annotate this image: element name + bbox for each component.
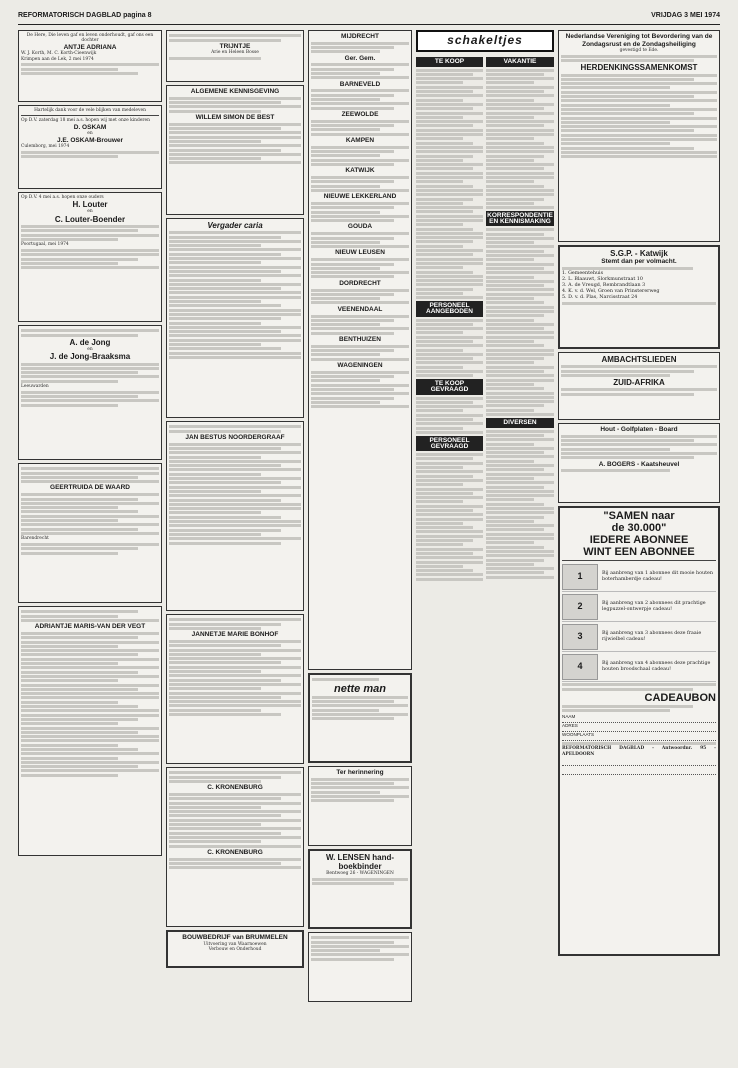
trijntje-name: TRIJNTJE [219, 42, 251, 50]
meeting-schedule [166, 218, 304, 418]
section-te-koop-gevraagd: TE KOOP GEVRAAGD [416, 379, 483, 394]
masthead-left: REFORMATORISCH DAGBLAD pagina 8 [18, 12, 152, 19]
bouwbedrijf-line2: Verbouw en Onderhoud [208, 946, 262, 952]
prize-row-3 [562, 623, 716, 652]
schakeltjes-logo: schakeltjes [416, 30, 554, 52]
column-church-services [308, 30, 412, 1060]
dewaard-place: Barendrecht [21, 536, 49, 542]
cadeaubon-title: CADEAUBON [644, 691, 716, 704]
samen-title-4: WINT EEN ABONNEE [583, 546, 695, 558]
trijntje-parents: Arie en Heleen Bosse [211, 50, 259, 56]
oskam-dank: Hartelijk dank voor de vele blijken van medeleven [34, 108, 146, 113]
church-10: VEENENDAAL [337, 305, 383, 313]
louter-name1: H. Louter [72, 200, 108, 210]
birth-place: Krimpen aan de Lek, 2 mei 1974 [21, 56, 94, 62]
ad-nette-man [308, 673, 412, 763]
louter-place: Poortugaal, mei 1974 [21, 242, 69, 248]
church-4: KAMPEN [345, 136, 375, 144]
ad-ambachtslieden [558, 352, 720, 420]
ambachtslieden-title: AMBACHTSLIEDEN [601, 355, 677, 364]
section-vakantie: VAKANTIE [486, 57, 554, 67]
church-1: Ger. Gem. [344, 54, 376, 62]
zondagsrust-headline: HERDENKINGSSAMENKOMST [580, 63, 698, 73]
boekbinder-address: Bentwoeg 26 - WAGENINGEN [326, 871, 394, 876]
oskam-intro: Op D.V. zaterdag 18 mei a.s. hopen wij met onze kinderen [21, 118, 150, 124]
ad-bouwbedrijf [166, 930, 304, 968]
hout-title: Hout - Golfplaten - Board [600, 426, 678, 433]
birth-name: ANTJE ADRIANA [63, 43, 117, 51]
noordergraaf-name: JAN BESTUS NOORDERGRAAF [185, 433, 285, 441]
church-listings [308, 30, 412, 670]
ad-herinnering [308, 766, 412, 846]
prize-image-3: 3 [562, 624, 598, 650]
masthead-date: VRIJDAG 3 MEI 1974 [651, 12, 720, 19]
church-11: BENTHUIZEN [339, 336, 381, 344]
birth-intro: De Here, Die leven gaf en leven onderhoudt, gaf ons een dochter [26, 33, 154, 44]
sgp-item-5: 5. D. v. d. Plas, Narcisstraat 24 [562, 295, 638, 301]
dejong-place: Leeuwarden [21, 384, 49, 390]
prize-image-1: 1 [562, 564, 598, 590]
samen-title-3: IEDERE ABONNEE [589, 534, 689, 546]
sgp-sub: Stemt dan per volmacht. [601, 258, 677, 265]
zondagsrust-title: Nederlandse Vereniging tot Bevordering van de Zondagsrust en de Zondagsheiliging [565, 33, 713, 48]
church-6: NIEUWE LEKKERLAND [323, 193, 397, 201]
prize-text-3: Bij aanbreng van 3 abonnees deze fraaie rijwielbel cadeau! [602, 631, 702, 642]
dejong-name2: J. de Jong-Braaksma [49, 352, 131, 362]
sgp-address-list [562, 271, 716, 301]
ad-boekbinder [308, 849, 412, 929]
column-family-notices [18, 30, 162, 1060]
birth-parents: W. J. Korth, M. C. Korth-Cieenwijk [21, 51, 97, 57]
prize-image-4: 4 [562, 654, 598, 680]
church-3: ZEEWOLDE [341, 110, 379, 118]
church-5: KATWIJK [345, 167, 375, 175]
form-line-extra-1[interactable] [562, 757, 716, 766]
dejong-and: en [87, 346, 93, 352]
oskam-place: Culemborg, mei 1974 [21, 144, 70, 150]
samen-title-1: "SAMEN naar [603, 510, 675, 522]
zondagsrust-sub: gevestigd te Ede. [619, 48, 659, 53]
church-8: NIEUW LEUSEN [335, 249, 385, 257]
sgp-item-1: 1. Gemeentehuis [562, 271, 604, 277]
maris-name: ADRIANTJE MARIS-VAN DER VEGT [34, 623, 146, 631]
anniversary-louter [18, 192, 162, 322]
sgp-item-3: 3. A. de Vreugd, Rembrandtlaan 3 [562, 283, 646, 289]
section-te-koop: TE KOOP [416, 57, 483, 67]
nette-man-headline: nette man [334, 682, 386, 695]
notice-bonhof [166, 614, 304, 764]
column-announcements [166, 30, 304, 1060]
louter-intro: Op D.V. 4 mei a.s. hopen onze ouders [21, 195, 104, 200]
section-personeel-gevraagd: PERSONEEL GEVRAAGD [416, 436, 483, 451]
page-header [18, 10, 720, 25]
herinnering-title: Ter herinnering [336, 769, 384, 776]
section-diversen: DIVERSEN [486, 418, 554, 428]
sgp-title: S.G.P. - Katwijk [610, 249, 668, 258]
church-7: GOUDA [347, 223, 373, 231]
anniversary-dejong [18, 325, 162, 460]
kennisgeving-title: ALGEMENE KENNISGEVING [190, 88, 280, 95]
section-personeel-aangeboden: PERSONEEL AANGEBODEN [416, 301, 483, 316]
prize-row-4 [562, 653, 716, 682]
sgp-item-2: 2. L. Blaauwt, Slorkmunstraat 10 [562, 277, 643, 283]
samen-title-2: de 30.000" [611, 522, 667, 534]
louter-and: en [87, 209, 93, 215]
church-12: WAGENINGEN [337, 362, 383, 369]
anniversary-oskam [18, 105, 162, 189]
church-title: MIJDRECHT [341, 33, 379, 40]
death-notice-dewaard [18, 463, 162, 603]
bouwbedrijf-name: BOUWBEDRIJF van BRUMMELEN [182, 934, 288, 941]
boekbinder-name: W. LENSEN hand-boekbinder [326, 853, 394, 871]
form-woonplaats[interactable]: WOONPLAATS [562, 732, 716, 741]
bonhof-name: JANNETJE MARIE BONHOF [191, 631, 279, 639]
dewaard-name: GEERTRUIDA DE WAARD [50, 484, 130, 492]
notice-kronenburg [166, 767, 304, 927]
form-line-extra-2[interactable] [562, 766, 716, 775]
oskam-and: en [87, 131, 93, 137]
prize-text-2: Bij aanbreng van 2 abonnees dit prachtige legpuzzel-ontwerpje cadeau! [602, 601, 706, 612]
hout-company: A. BOGERS - Kaatsheuvel [598, 460, 680, 468]
oskam-name2: J.E. OSKAM-Brouwer [56, 136, 124, 144]
kennisgeving-name: WILLEM SIMON DE BEST [195, 113, 275, 121]
vergader-title: Vergader caria [207, 221, 263, 230]
prize-row-2 [562, 593, 716, 622]
section-correspondentie: KORRESPONDENTIE EN KENNISMAKING [487, 212, 553, 225]
kronenburg-name-2: C. KRONENBURG [207, 848, 263, 856]
prize-row-1 [562, 563, 716, 592]
column-ads [558, 30, 720, 1060]
church-2: BARNEVELD [339, 80, 381, 88]
dejong-name1: A. de Jong [69, 337, 111, 347]
oskam-name1: D. OSKAM [73, 123, 107, 131]
ad-sgp-katwijk [558, 245, 720, 349]
prize-image-2: 2 [562, 594, 598, 620]
ad-samen-naar-30000 [558, 506, 720, 956]
ad-zondagsrust [558, 30, 720, 242]
kronenburg-name: C. KRONENBURG [207, 784, 263, 792]
form-footer: REFORMATORISCH DAGBLAD - Antwoordnr. 95 - APELDOORN [562, 746, 716, 757]
form-naam[interactable]: NAAM [562, 714, 716, 723]
birth-notice [18, 30, 162, 102]
louter-name2: C. Louter-Boender [54, 214, 126, 224]
notice-trijntje [166, 30, 304, 82]
prize-text-4: Bij aanbreng van 4 abonnees deze prachtige houten broodschaal cadeau! [602, 661, 711, 672]
classifieds-left [416, 55, 483, 582]
ad-hout-golfplaten [558, 423, 720, 503]
prize-text-1: Bij aanbreng van 1 abonnee dit mooie houten boterhamberdje cadeau! [602, 571, 713, 582]
column-classifieds [416, 30, 554, 1060]
classifieds-right [486, 55, 554, 582]
notice-kennisgeving [166, 85, 304, 215]
sgp-item-4: 4. K. v. d. Wel, Groen van Prinstererweg [562, 289, 660, 295]
death-notice-maris [18, 606, 162, 856]
bouwbedrijf-line1: Uitvoering van Waarnoewen [203, 941, 267, 947]
ad-small [308, 932, 412, 1002]
notice-noordergraaf [166, 421, 304, 611]
zuid-afrika-title: ZUID-AFRIKA [613, 378, 665, 388]
church-9: DORDRECHT [339, 279, 381, 287]
form-adres[interactable]: ADRES [562, 723, 716, 732]
